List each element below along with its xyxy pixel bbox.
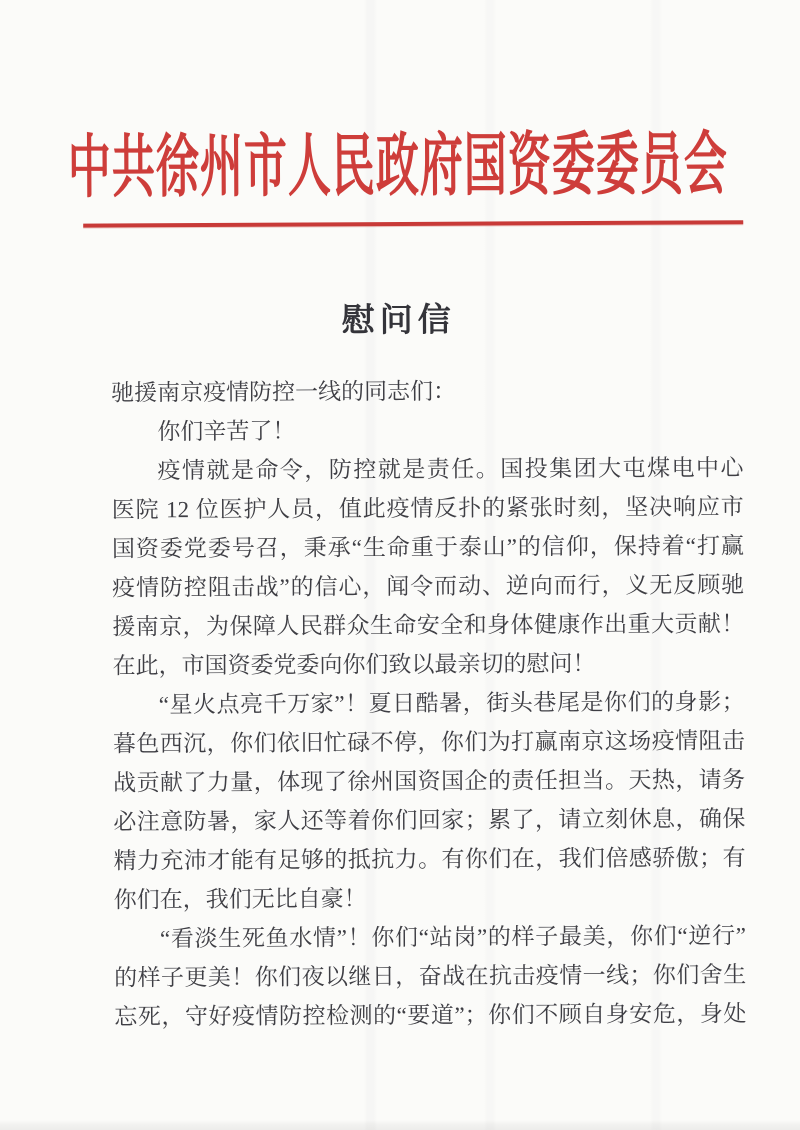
body-line: 疫情防控阻击战”的信心，闻令而动、逆向而行，义无反顾驰 [112,572,745,601]
body-line: 援南京，为保障人民群众生命安全和身体健康作出重大贡献！ [112,611,745,640]
document-title: 慰问信 [341,302,456,340]
letterhead-rule [83,220,743,227]
body-line: 暮色西沉，你们依旧忙碌不停，你们为打赢南京这场疫情阻击 [112,728,745,757]
body-line: “星火点亮千万家”！夏日酷暑，街头巷尾是你们的身影； [158,689,745,718]
body-line: 医院 12 位医护人员，值此疫情反扑的紧张时刻，坚决响应市 [111,494,744,523]
body-lines [111,448,746,1036]
body-line: 忘死，守好疫情防控检测的“要道”；你们不顾自身安危，身处 [114,1001,747,1030]
greeting-line: 你们辛苦了！ [157,418,296,445]
body-line: “看淡生死鱼水情”！你们“站岗”的样子最美，你们“逆行” [159,923,747,952]
salutation-line: 驰援南京疫情防控一线的同志们： [111,378,457,406]
letterhead-org-name: 中共徐州市人民政府国资委委员会 [67,128,729,207]
body-line: 你们在，我们无比自豪！ [113,886,367,913]
body-line: 战贡献了力量，体现了徐州国资国企的责任担当。天热，请务 [113,767,746,796]
letter-body [111,370,746,1036]
body-line: 必注意防暑，家人还等着你们回家；累了，请立刻休息，确保 [113,806,746,835]
body-line: 的样子更美！你们夜以继日，奋战在抗击疫情一线；你们舍生 [114,962,747,991]
body-line: 在此，市国资委党委向你们致以最亲切的慰问！ [112,650,596,679]
body-line: 疫情就是命令，防控就是责任。国投集团大屯煤电中心 [157,455,744,484]
body-line: 精力充沛才能有足够的抵抗力。有你们在，我们倍感骄傲；有 [113,845,746,874]
body-line: 国资委党委号召，秉承“生命重于泰山”的信仰，保持着“打赢 [111,533,744,562]
